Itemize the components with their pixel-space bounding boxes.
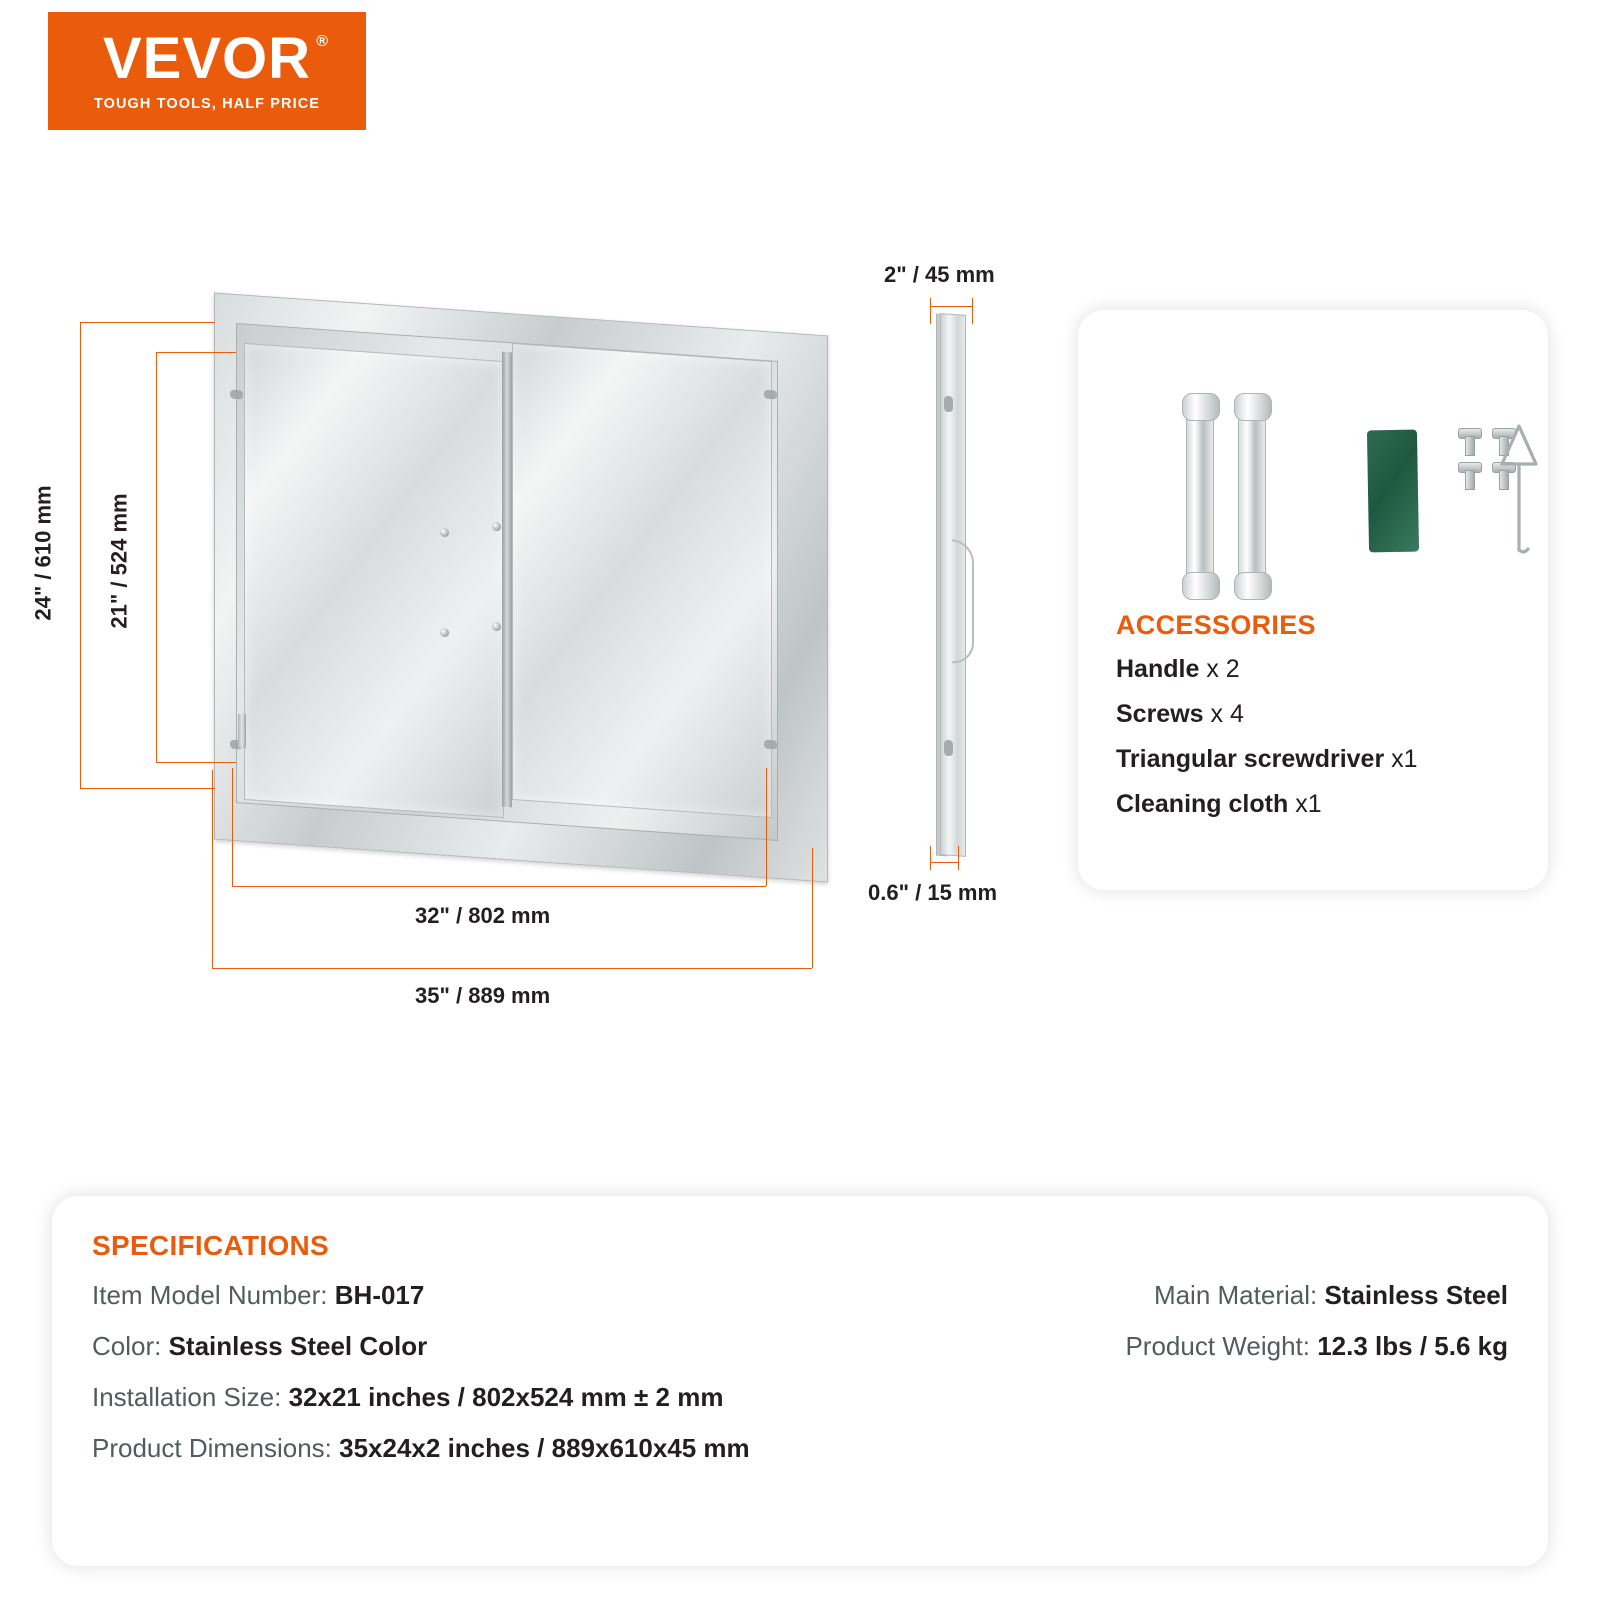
flange-thickness-label: 0.6" / 15 mm (868, 880, 998, 905)
specifications-heading: SPECIFICATIONS (92, 1230, 330, 1261)
registered-mark: ® (316, 33, 330, 50)
screw-icon (1458, 462, 1480, 488)
product-side-view (930, 310, 990, 870)
spec-row (92, 1331, 972, 1362)
screw-icon (1458, 428, 1480, 454)
door-hinge (238, 714, 246, 749)
triangular-screwdriver-icon (1496, 418, 1542, 558)
overall-height-tick-bottom (80, 788, 215, 789)
right-door-panel (512, 343, 772, 818)
spec-value: 32x21 inches / 802x524 mm ± 2 mm (288, 1382, 724, 1412)
depth-label: 2" / 45 mm (884, 262, 995, 287)
spec-value: BH-017 (334, 1280, 425, 1310)
door-center-seam (502, 352, 512, 808)
accessory-name: Screws (1116, 700, 1204, 728)
inner-width-dim-line (232, 886, 766, 887)
handle-screw-hole (492, 622, 501, 632)
overall-width-tick-left (212, 770, 213, 968)
spec-value: Stainless Steel Color (168, 1331, 428, 1361)
handle-screw-hole (440, 628, 449, 638)
spec-value: 12.3 lbs / 5.6 kg (1317, 1331, 1508, 1361)
list-item (1116, 745, 1516, 774)
side-mounting-hole (944, 396, 953, 413)
handle-icon (1186, 398, 1214, 595)
spec-label: Product Dimensions: (92, 1433, 332, 1463)
brand-tagline: TOUGH TOOLS, HALF PRICE (93, 96, 321, 112)
list-item (1116, 700, 1516, 729)
overall-width-tick-right (812, 848, 813, 968)
handle-screw-hole (492, 522, 501, 532)
product-front-view (200, 310, 840, 870)
accessories-icon-row (1078, 350, 1548, 580)
specifications-right-column (988, 1280, 1508, 1382)
depth-tick-right (972, 298, 973, 324)
accessory-name: Handle (1116, 655, 1200, 683)
accessories-heading: ACCESSORIES (1116, 610, 1316, 640)
accessories-card (1078, 310, 1548, 890)
accessory-qty: x 2 (1206, 655, 1240, 683)
flange-thickness-tick-left (930, 846, 931, 870)
overall-height-dim-line (80, 322, 81, 788)
inner-height-dim-line (156, 352, 157, 762)
spec-row (988, 1331, 1508, 1362)
spec-value: 35x24x2 inches / 889x610x45 mm (339, 1433, 750, 1463)
handle-icon (1238, 398, 1266, 595)
overall-height-tick-top (80, 322, 215, 323)
specifications-left-column (92, 1280, 972, 1484)
spec-row (92, 1382, 972, 1413)
overall-width-label: 35" / 889 mm (415, 983, 551, 1008)
mounting-hole (230, 390, 243, 400)
side-mounting-hole (944, 740, 953, 757)
spec-label: Installation Size: (92, 1382, 282, 1412)
list-item (1116, 655, 1516, 684)
inner-width-tick-left (232, 768, 233, 886)
inner-width-label: 32" / 802 mm (415, 903, 551, 928)
vevor-logo (48, 12, 366, 130)
mounting-hole (764, 390, 777, 400)
mounting-hole (764, 740, 777, 750)
spec-value: Stainless Steel (1324, 1280, 1508, 1310)
spec-label: Color: (92, 1331, 162, 1361)
accessory-qty: x1 (1295, 790, 1322, 818)
overall-height-label: 24" / 610 mm (30, 485, 56, 621)
accessory-qty: x 4 (1210, 700, 1244, 728)
brand-wordmark (102, 26, 330, 91)
flange-thickness-dim-line (930, 862, 958, 863)
depth-dim-line (930, 306, 972, 307)
spec-row (988, 1280, 1508, 1311)
flange-thickness-tick-right (958, 846, 959, 870)
overall-width-dim-line (212, 968, 812, 969)
handle-screw-hole (440, 528, 449, 538)
screw-shaft (1465, 436, 1475, 456)
screw-shaft (1465, 470, 1475, 490)
accessory-name: Triangular screwdriver (1116, 745, 1385, 773)
spec-row (92, 1433, 972, 1464)
accessory-qty: x1 (1391, 745, 1418, 773)
inner-height-tick-top (156, 352, 236, 353)
specifications-card (52, 1196, 1548, 1566)
accessories-list (1116, 655, 1516, 835)
spec-label: Main Material: (1153, 1280, 1318, 1310)
left-door-panel (244, 343, 504, 818)
brand-name: VEVOR (102, 26, 312, 91)
cleaning-cloth-icon (1367, 430, 1419, 553)
inner-height-tick-bottom (156, 762, 236, 763)
spec-label: Item Model Number: (92, 1280, 328, 1310)
spec-row (92, 1280, 972, 1311)
depth-tick-left (930, 298, 931, 324)
accessory-name: Cleaning cloth (1116, 790, 1289, 818)
inner-width-tick-right (766, 768, 767, 886)
spec-label: Product Weight: (1125, 1331, 1310, 1361)
side-handle-profile (952, 539, 974, 665)
list-item (1116, 790, 1516, 819)
inner-height-label: 21" / 524 mm (106, 493, 132, 629)
